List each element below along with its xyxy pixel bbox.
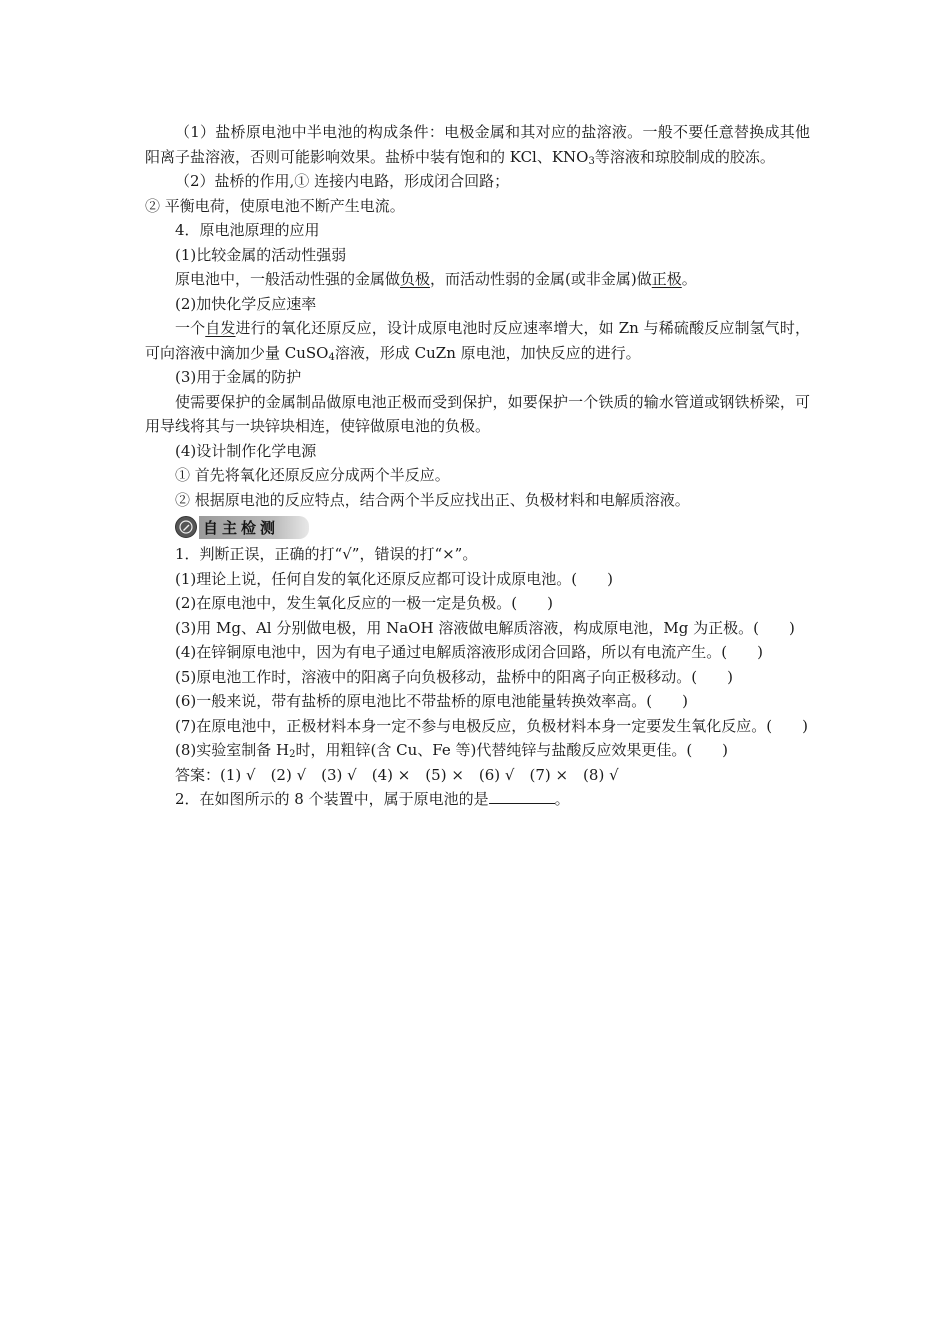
application-1-title: (1)比较金属的活动性强弱 — [175, 245, 347, 264]
question-1-item-3: (3)用 Mg、Al 分别做电极，用 NaOH 溶液做电解质溶液，构成原电池，Mg 为正极。( ) — [175, 618, 795, 637]
document-page — [145, 120, 810, 812]
salt-bridge-note-3: ② 平衡电荷，使原电池不断产生电流。 — [145, 196, 405, 215]
question-1-item-7: (7)在原电池中，正极材料本身一定不参与电极反应，负极材料本身一定要发生氧化反应。( ) — [175, 716, 808, 735]
question-1-item-1: (1)理论上说，任何自发的氧化还原反应都可设计成原电池。( ) — [175, 569, 613, 588]
application-2-text: 一个自发进行的氧化还原反应，设计成原电池时反应速率增大，如 Zn 与稀硫酸反应制氢气时，可向溶液中滴加少量 CuSO$_4$溶液，形成 CuZn 原电池，加快反应的进行。 — [145, 319, 810, 363]
self-test-heading-label: 自主检测 — [199, 516, 309, 539]
question-1-answer: 答案：(1) √ (2) √ (3) √ (4) × (5) × (6) √ (7) × (8) √ — [175, 765, 619, 784]
section-4-title: 4．原电池原理的应用 — [175, 221, 320, 239]
question-1-item-8: (8)实验室制备 $H_2$时，用粗锌(含 Cu、Fe 等)代替纯锌与盐酸反应效果更佳。( ) — [175, 741, 729, 760]
question-1-title: 1．判断正误，正确的打“√”，错误的打“×”。 — [175, 545, 478, 563]
question-1-item-5: (5)原电池工作时，溶液中的阳离子向负极移动，盐桥中的阳离子向正极移动。( ) — [175, 667, 733, 686]
application-1-text: 原电池中，一般活动性强的金属做负极，而活动性弱的金属(或非金属)做正极。 — [175, 270, 697, 288]
salt-bridge-note-1: （1）盐桥原电池中半电池的构成条件：电极金属和其对应的盐溶液。一般不要任意替换成其他阳离子盐溶液，否则可能影响效果。盐桥中装有饱和的 KCl、$KNO_3$等溶液和琼胶制成的胶冻。 — [145, 123, 810, 167]
pencil-circle-icon — [175, 516, 197, 538]
self-test-heading — [175, 514, 810, 540]
question-1-item-2: (2)在原电池中，发生氧化反应的一极一定是负极。( ) — [175, 594, 553, 612]
application-4-step-2: ② 根据原电池的反应特点，结合两个半反应找出正、负极材料和电解质溶液。 — [175, 490, 690, 509]
application-3-text: 使需要保护的金属制品做原电池正极而受到保护，如要保护一个铁质的输水管道或钢铁桥梁，可用导线将其与一块锌块相连，使锌做原电池的负极。 — [145, 392, 810, 435]
application-4-step-1: ① 首先将氧化还原反应分成两个半反应。 — [175, 466, 450, 484]
application-3-title: (3)用于金属的防护 — [175, 368, 302, 386]
application-2-title: (2)加快化学反应速率 — [175, 294, 317, 313]
salt-bridge-note-2: （2）盐桥的作用,① 连接内电路，形成闭合回路； — [175, 172, 510, 190]
question-1-item-6: (6)一般来说，带有盐桥的原电池比不带盐桥的原电池能量转换效率高。( ) — [175, 692, 688, 710]
question-1-item-4: (4)在锌铜原电池中，因为有电子通过电解质溶液形成闭合回路，所以有电流产生。( ) — [175, 643, 763, 661]
application-4-title: (4)设计制作化学电源 — [175, 441, 317, 460]
question-2: 2．在如图所示的 8 个装置中，属于原电池的是 。 — [175, 790, 570, 808]
answer-blank[interactable] — [489, 789, 555, 804]
